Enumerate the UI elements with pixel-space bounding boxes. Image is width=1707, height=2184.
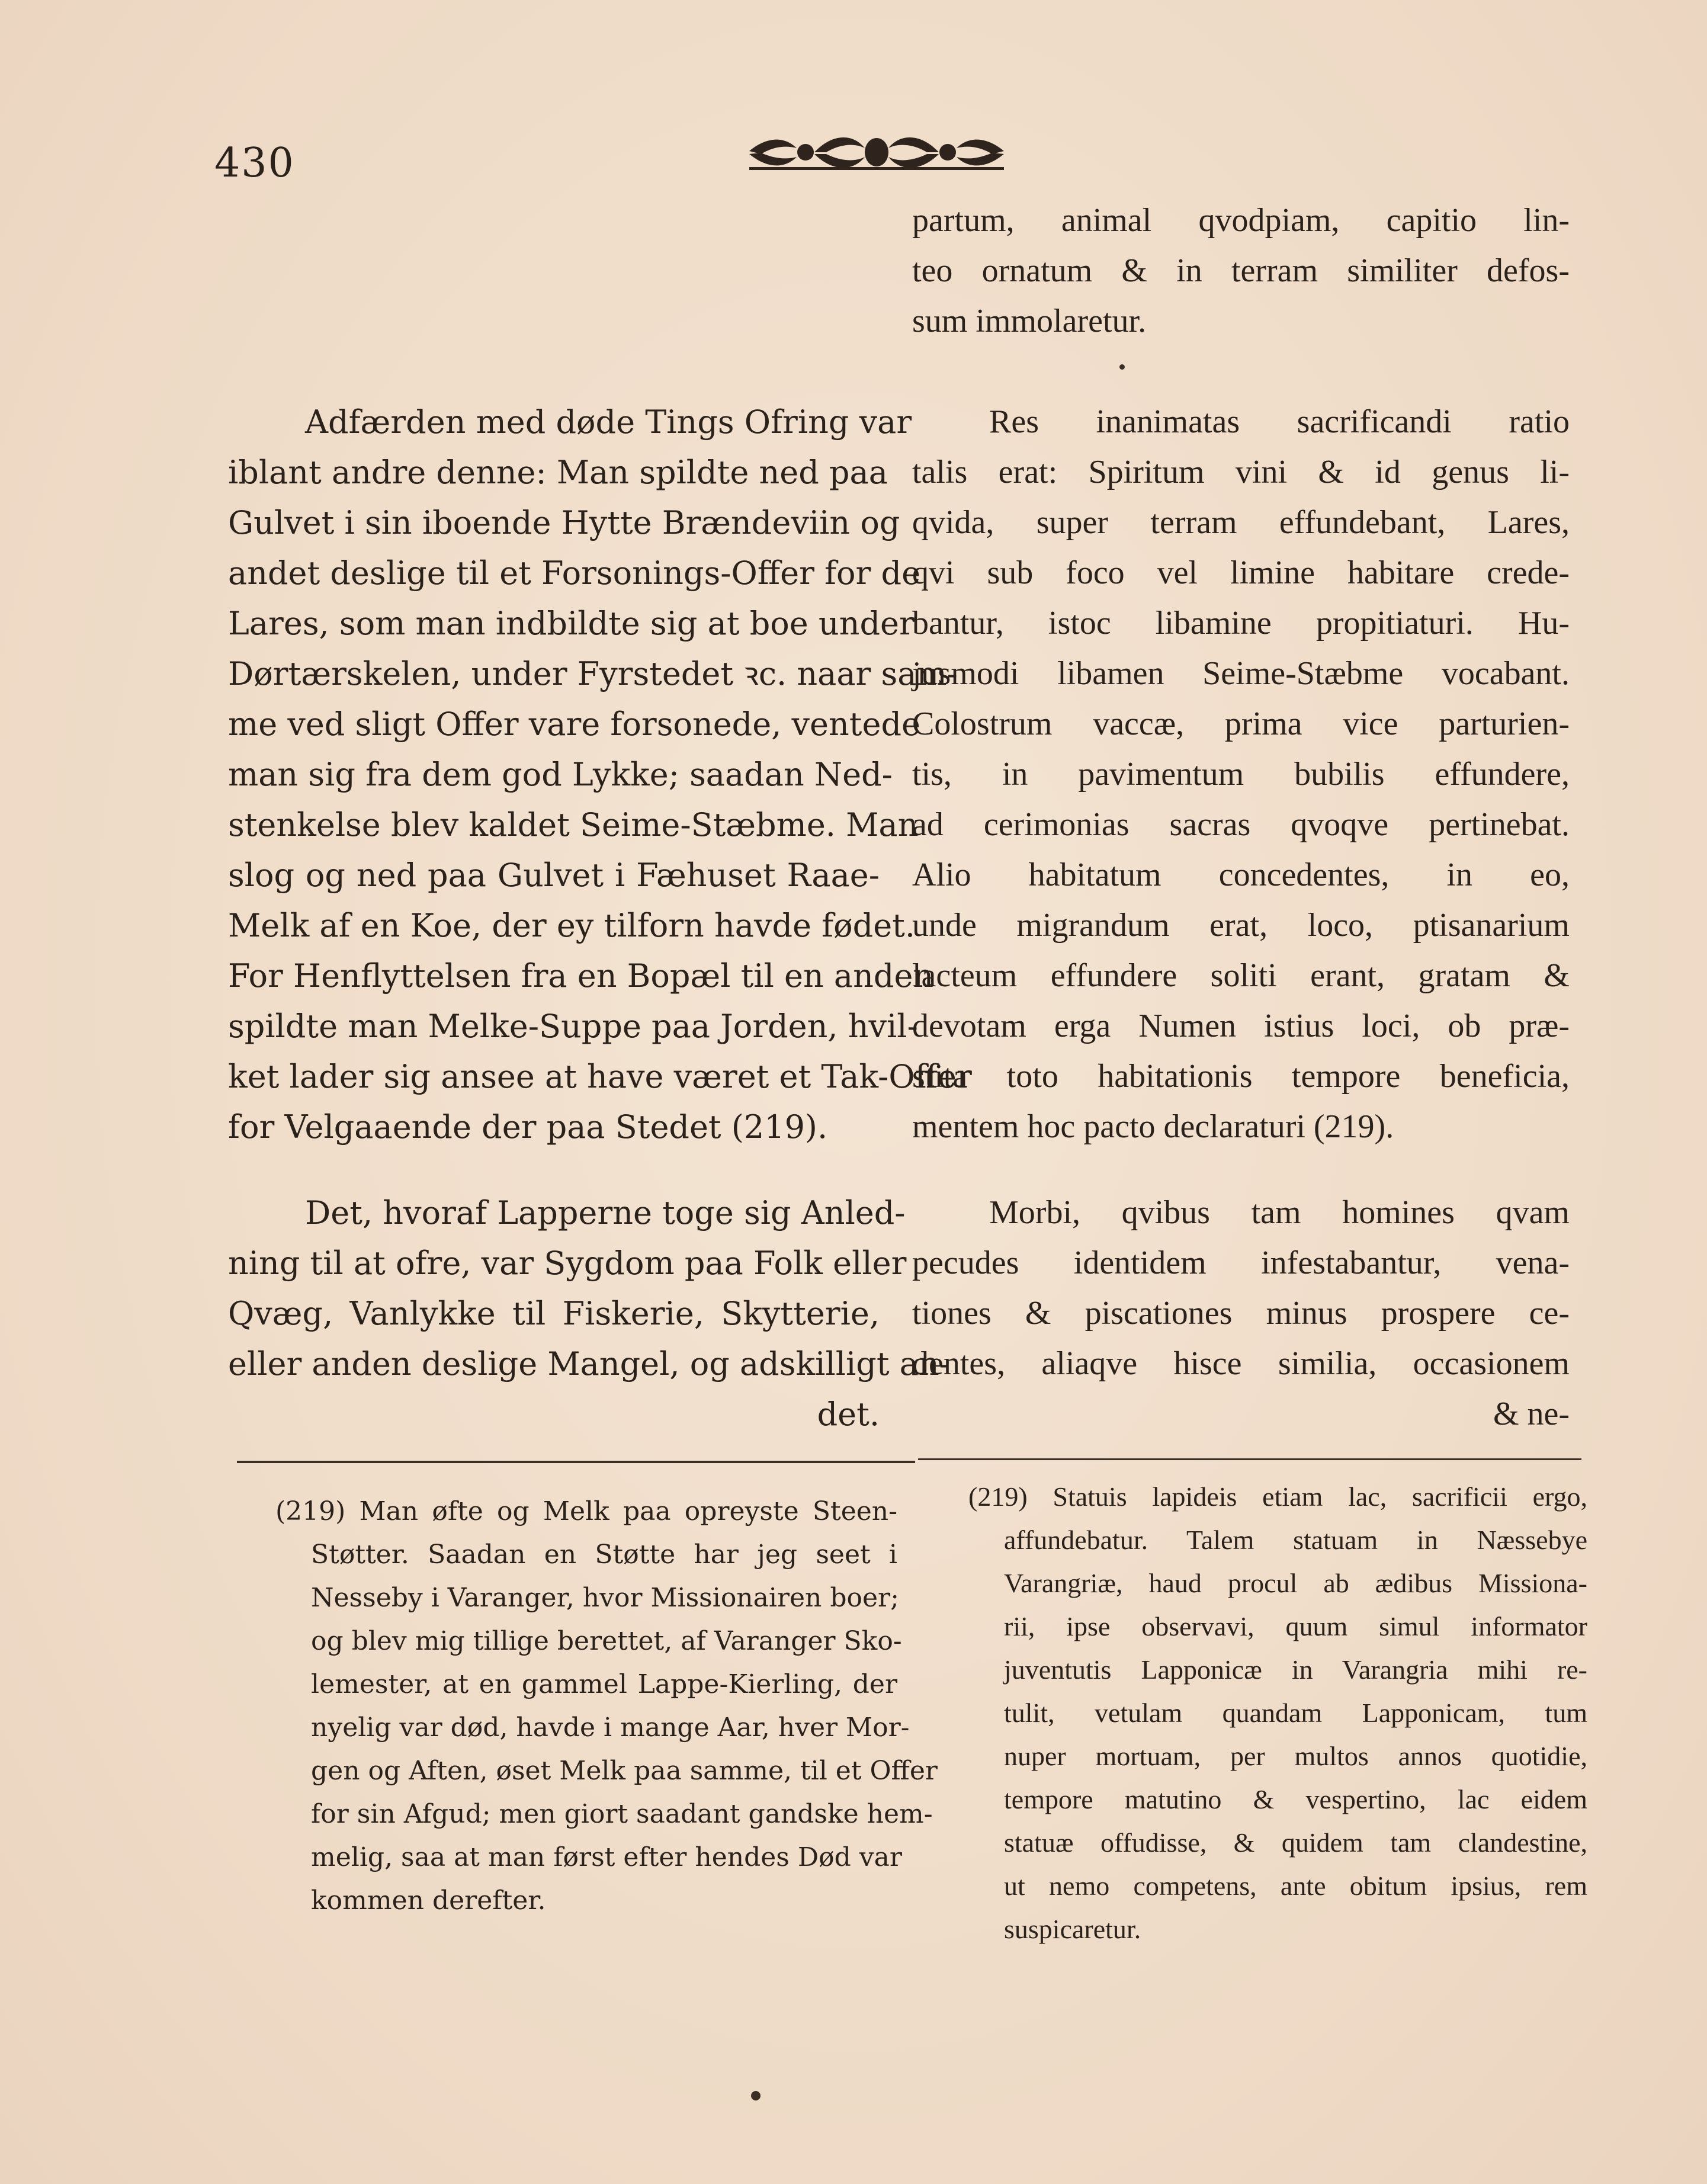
- footnote-line: nuper mortuam, per multos annos quotidie,: [1004, 1741, 1587, 1771]
- footnote-rule-left: [237, 1461, 915, 1463]
- footnote-line: (219) Man øfte og Melk paa opreyste Steen-: [275, 1496, 897, 1526]
- footnote-line: suspicaretur.: [1004, 1914, 1141, 1944]
- text-line: stenkelse blev kaldet Seime-Stæbme. Man: [228, 806, 919, 844]
- footnote-line: gen og Aften, øset Melk paa samme, til et Offer: [311, 1756, 938, 1786]
- text-line: lacteum effundere soliti erant, gratam &: [912, 957, 1570, 994]
- text-line: Dørtærskelen, under Fyrstedet ꝛc. naar sam-: [228, 655, 958, 692]
- right-paragraph-2: [912, 1188, 1570, 1439]
- text-line: Colostrum vaccæ, prima vice parturien-: [912, 705, 1570, 742]
- footnote-line: og blev mig tillige berettet, af Varanger Sko-: [311, 1626, 902, 1656]
- text-line: talis erat: Spiritum vini & id genus li-: [912, 454, 1570, 490]
- footnote-line: (219) Statuis lapideis etiam lac, sacrificii ergo,: [968, 1481, 1587, 1512]
- text-line: Morbi, qvibus tam homines qvam: [989, 1194, 1570, 1231]
- text-line: Lares, som man indbildte sig at boe under: [228, 605, 915, 642]
- text-line: Alio habitatum concedentes, in eo,: [912, 857, 1570, 893]
- footnote-line: nyelig var død, havde i mange Aar, hver Mor-: [311, 1712, 910, 1743]
- text-line: teo ornatum & in terram similiter defos-: [912, 252, 1570, 289]
- ink-spot: [1119, 364, 1125, 370]
- footnote-line: tulit, vetulam quandam Lapponicam, tum: [1004, 1698, 1587, 1728]
- text-line: mentem hoc pacto declaraturi (219).: [912, 1108, 1394, 1145]
- text-line: andet deslige til et Forsonings-Offer for de: [228, 554, 921, 592]
- right-paragraph-0: [912, 195, 1570, 347]
- right-column: [912, 195, 1570, 1439]
- text-line: unde migrandum erat, loco, ptisanarium: [912, 907, 1570, 944]
- header-ornament: [743, 124, 1010, 178]
- text-line: me ved sligt Offer vare forsonede, ventede: [228, 705, 920, 743]
- text-line: Melk af en Koe, der ey tilforn havde fødet.: [228, 907, 916, 944]
- ink-spot: [751, 2091, 761, 2100]
- text-line: jusmodi libamen Seime-Stæbme vocabant.: [912, 655, 1570, 692]
- text-line: Adfærden med døde Tings Ofring var: [305, 403, 912, 441]
- text-line: pecudes identidem infestabantur, vena-: [912, 1245, 1570, 1281]
- text-line: ket lader sig ansee at have været et Tak-Offer: [228, 1058, 972, 1095]
- footnote-line: for sin Afgud; men giort saadant gandske hem-: [311, 1799, 933, 1829]
- text-line: ad cerimonias sacras qvoqve pertinebat.: [912, 806, 1570, 843]
- text-line: devotam erga Numen istius loci, ob præ-: [912, 1008, 1570, 1044]
- footnote-line: rii, ipse observavi, quum simul informator: [1004, 1611, 1587, 1641]
- right-paragraph-1: [912, 397, 1570, 1152]
- text-line: tis, in pavimentum bubilis effundere,: [912, 756, 1570, 793]
- footnote-line: statuæ offudisse, & quidem tam clandestine,: [1004, 1827, 1587, 1858]
- text-line: qvida, super terram effundebant, Lares,: [912, 504, 1570, 541]
- footnote-line: Nesseby i Varanger, hvor Missionairen boer;: [311, 1583, 899, 1613]
- text-line: For Henflyttelsen fra en Bopæl til en anden: [228, 957, 934, 995]
- footnote-line: juventutis Lapponicæ in Varangria mihi re-: [1004, 1654, 1587, 1685]
- text-line: partum, animal qvodpiam, capitio lin-: [912, 202, 1570, 239]
- text-line: dentes, aliaqve hisce similia, occasionem: [912, 1345, 1570, 1382]
- left-paragraph-2: [228, 1188, 950, 1439]
- footnote-line: tempore matutino & vespertino, lac eidem: [1004, 1784, 1587, 1814]
- text-line: Gulvet i sin iboende Hytte Brændeviin og: [228, 504, 900, 541]
- text-line: tiones & piscationes minus prospere ce-: [912, 1295, 1570, 1332]
- text-line: spildte man Melke-Suppe paa Jorden, hvil-: [228, 1008, 918, 1045]
- footnote-line: lemester, at en gammel Lappe-Kierling, der: [311, 1669, 897, 1699]
- footnote-line: affundebatur. Talem statuam in Næssebye: [1004, 1525, 1587, 1555]
- text-line: Qvæg, Vanlykke til Fiskerie, Skytterie,: [228, 1295, 880, 1332]
- text-line: for Velgaaende der paa Stedet (219).: [228, 1108, 828, 1146]
- text-line: eller anden deslige Mangel, og adskilligt an-: [228, 1345, 950, 1383]
- text-line: sum immolaretur.: [912, 303, 1147, 339]
- footnote-left: [275, 1490, 938, 1922]
- footnote-line: Støtter. Saadan en Støtte har jeg seet i: [311, 1540, 897, 1570]
- text-line: det.: [817, 1396, 880, 1433]
- text-line: & ne-: [1493, 1396, 1570, 1432]
- footnote-line: Varangriæ, haud procul ab ædibus Missiona-: [1004, 1568, 1587, 1598]
- footnote-line: melig, saa at man først efter hendes Død var: [311, 1842, 902, 1872]
- text-line: slog og ned paa Gulvet i Fæhuset Raae-: [228, 857, 880, 894]
- footnote-line: ut nemo competens, ante obitum ipsius, rem: [1004, 1871, 1587, 1901]
- text-line: iblant andre denne: Man spildte ned paa: [228, 454, 888, 491]
- text-line: man sig fra dem god Lykke; saadan Ned-: [228, 756, 893, 793]
- text-line: stita toto habitationis tempore beneficia,: [912, 1058, 1570, 1095]
- left-paragraph-1: [228, 397, 972, 1152]
- text-line: qvi sub foco vel limine habitare crede-: [912, 554, 1570, 591]
- text-line: ning til at ofre, var Sygdom paa Folk eller: [228, 1245, 907, 1282]
- footnote-right: [968, 1475, 1587, 1951]
- text-line: Res inanimatas sacrificandi ratio: [989, 403, 1570, 440]
- text-line: bantur, istoc libamine propitiaturi. Hu-: [912, 605, 1570, 642]
- left-column: [228, 397, 972, 1439]
- footnote-line: kommen derefter.: [311, 1885, 546, 1916]
- page-number: 430: [214, 140, 295, 187]
- text-line: Det, hvoraf Lapperne toge sig Anled-: [305, 1194, 906, 1231]
- footnote-rule-right: [918, 1458, 1581, 1460]
